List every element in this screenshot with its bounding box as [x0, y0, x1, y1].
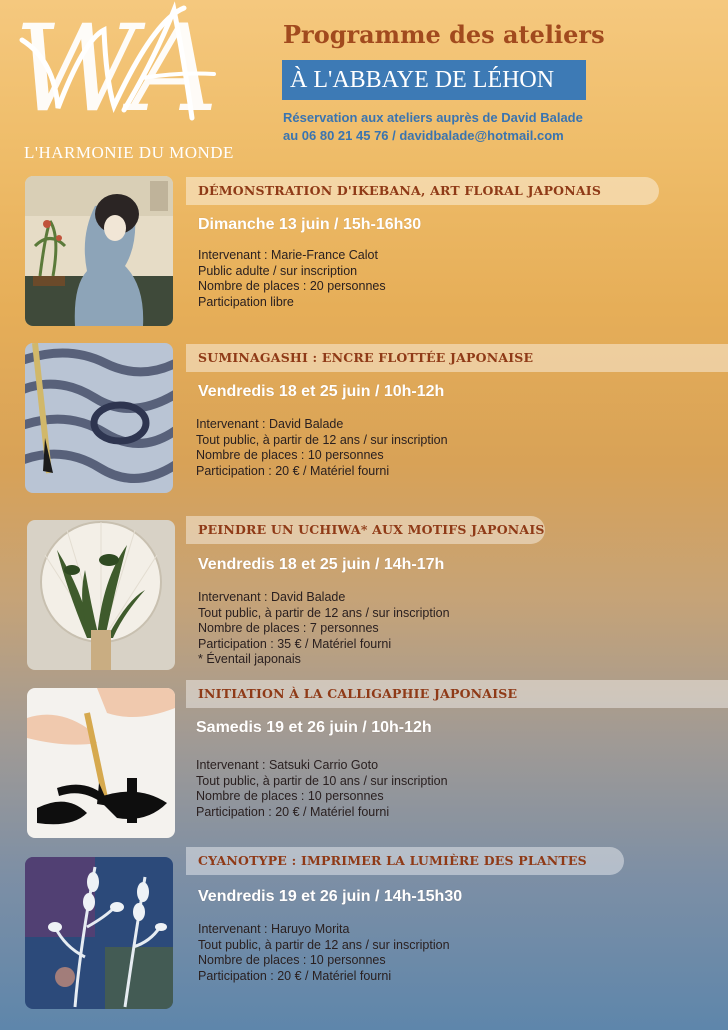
workshop-1-seats: Nombre de places : 20 personnes [198, 279, 386, 293]
workshop-2-date: Vendredis 18 et 25 juin / 10h-12h [198, 383, 445, 400]
workshop-4-price: Participation : 20 € / Matériel fourni [196, 804, 390, 819]
reservation-contact[interactable]: au 06 80 21 45 76 / davidbalade@hotmail.com [283, 128, 564, 143]
program-title: Programme des ateliers [283, 20, 605, 49]
workshop-3-details [198, 590, 450, 668]
workshop-5-seats: Nombre de places : 10 personnes [198, 953, 386, 967]
workshop-2-price: Participation : 20 € / Matériel fourni [196, 463, 390, 478]
calligraphy-image [27, 688, 175, 838]
workshop-2-speaker: Intervenant : David Balade [196, 417, 344, 431]
workshop-3-price: Participation : 35 € / Matériel fourni [198, 636, 392, 651]
workshop-1-price: Participation libre [198, 294, 294, 309]
workshop-4-title-band: INITIATION À LA CALLIGAPHIE JAPONAISE [186, 680, 728, 708]
workshop-2-seats: Nombre de places : 10 personnes [196, 448, 384, 462]
workshop-1-audience: Public adulte / sur inscription [198, 263, 358, 278]
reservation-info [283, 109, 583, 145]
uchiwa-image [27, 520, 175, 670]
workshop-3-seats: Nombre de places : 7 personnes [198, 621, 379, 635]
workshop-5-details [198, 922, 450, 984]
workshop-1-speaker: Intervenant : Marie-France Calot [198, 248, 378, 262]
reservation-line-1: Réservation aux ateliers auprès de David Balade [283, 110, 583, 125]
workshop-2-details [196, 417, 448, 479]
ikebana-image [25, 176, 173, 326]
workshop-3-title-band: PEINDRE UN UCHIWA* AUX MOTIFS JAPONAIS [186, 516, 545, 544]
workshop-1-details [198, 248, 386, 310]
workshop-3-date: Vendredis 18 et 25 juin / 14h-17h [198, 556, 445, 573]
workshop-1-date: Dimanche 13 juin / 15h-16h30 [198, 216, 422, 233]
workshop-4-audience: Tout public, à partir de 10 ans / sur inscription [196, 773, 448, 788]
workshop-5-audience: Tout public, à partir de 12 ans / sur inscription [198, 937, 450, 952]
workshop-4-details [196, 758, 448, 820]
workshop-2-title-band: SUMINAGASHI : ENCRE FLOTTÉE JAPONAISE [186, 344, 728, 372]
workshop-1-title-band: DÉMONSTRATION D'IKEBANA, ART FLORAL JAPONAIS [186, 177, 659, 205]
workshop-4-seats: Nombre de places : 10 personnes [196, 789, 384, 803]
workshop-3-footnote: * Éventail japonais [198, 652, 301, 666]
suminagashi-image [25, 343, 173, 493]
workshop-2-audience: Tout public, à partir de 12 ans / sur inscription [196, 432, 448, 447]
workshop-3-speaker: Intervenant : David Balade [198, 590, 346, 604]
cyanotype-image [25, 857, 173, 1009]
workshop-4-speaker: Intervenant : Satsuki Carrio Goto [196, 758, 379, 772]
venue-banner: À L'ABBAYE DE LÉHON [282, 60, 586, 100]
logo-tagline: L'HARMONIE DU MONDE [24, 143, 234, 162]
workshop-5-speaker: Intervenant : Haruyo Morita [198, 922, 350, 936]
workshop-3-audience: Tout public, à partir de 12 ans / sur inscription [198, 605, 450, 620]
workshop-5-date: Vendredis 19 et 26 juin / 14h-15h30 [198, 888, 463, 905]
workshop-5-price: Participation : 20 € / Matériel fourni [198, 968, 392, 983]
wa-logo [14, 0, 264, 165]
workshop-5-title-band: CYANOTYPE : IMPRIMER LA LUMIÈRE DES PLANTES [186, 847, 624, 875]
logo-letters: WA [14, 0, 219, 139]
workshop-4-date: Samedis 19 et 26 juin / 10h-12h [196, 719, 432, 736]
